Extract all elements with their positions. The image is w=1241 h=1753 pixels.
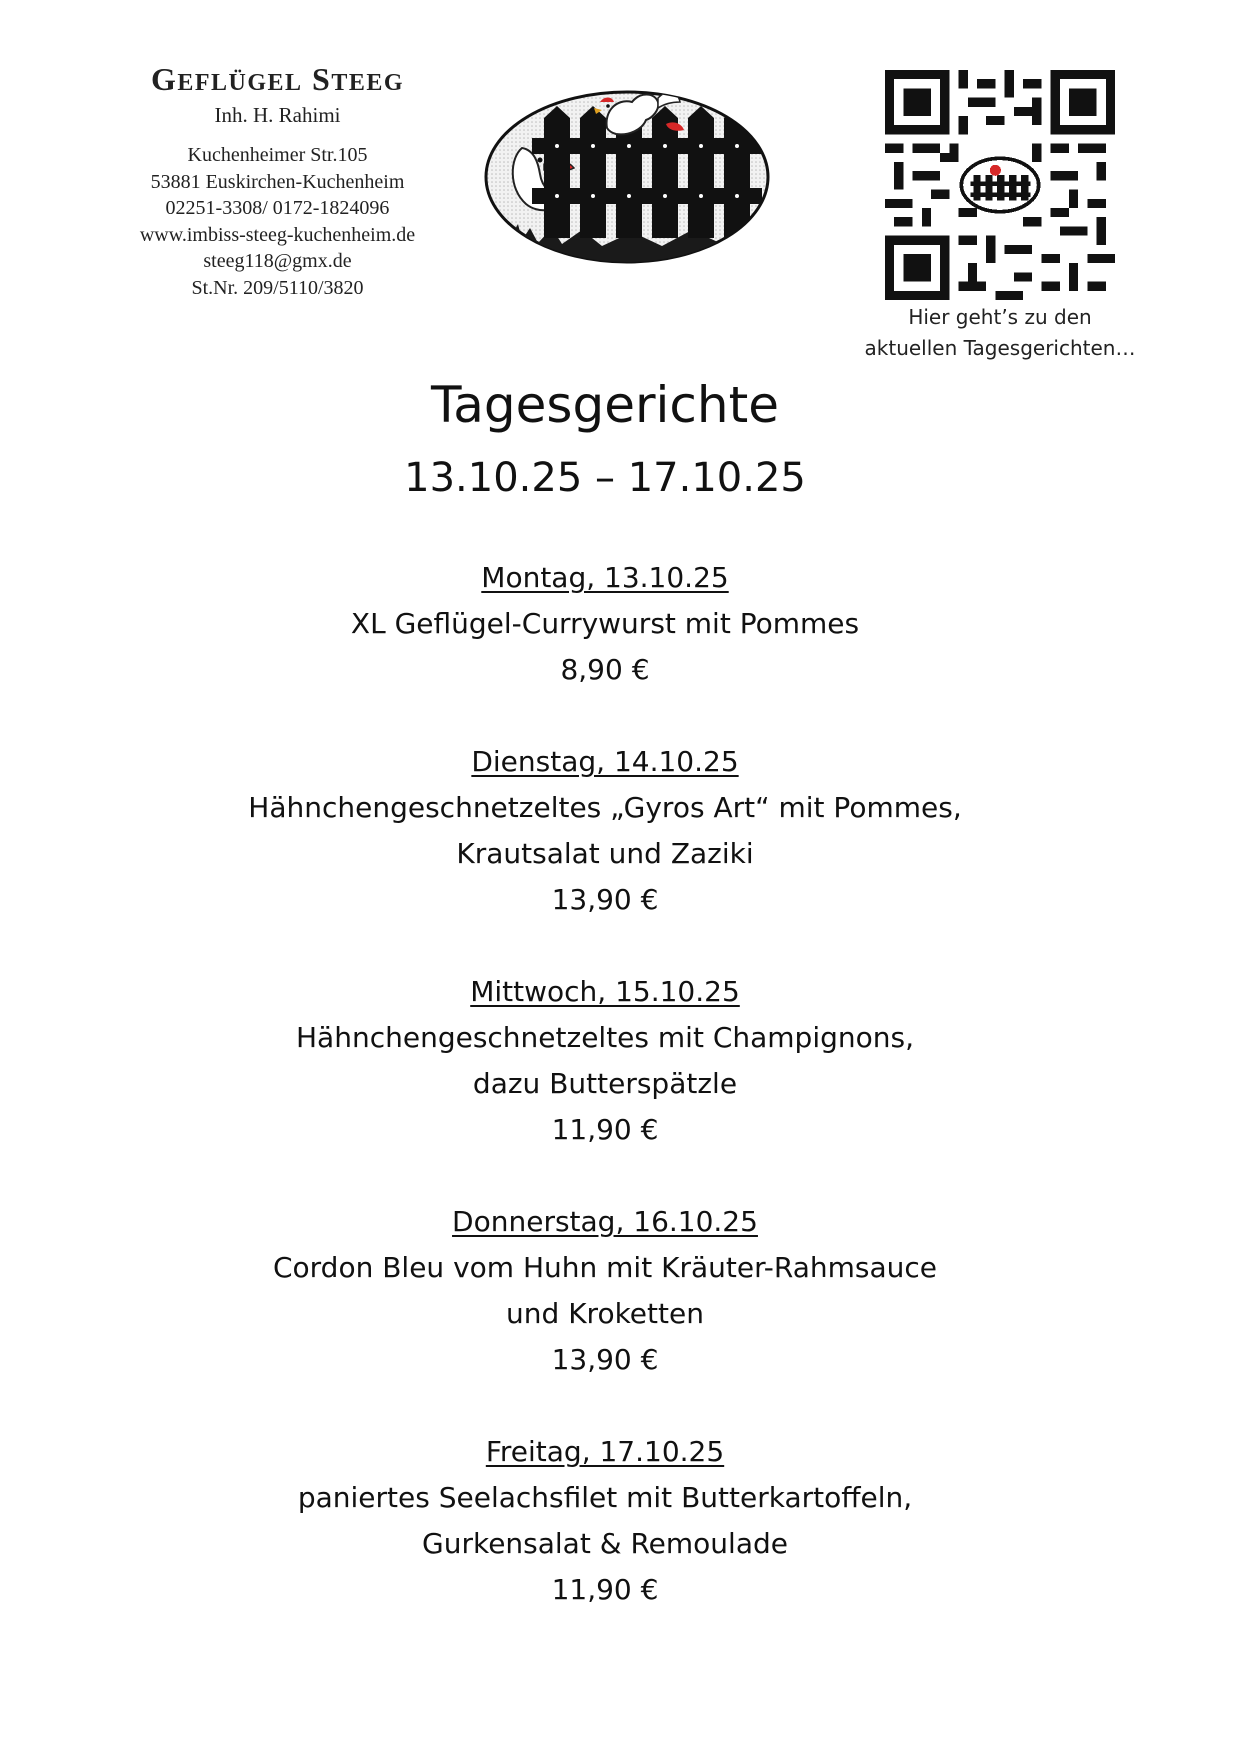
company-name (100, 60, 455, 102)
day-thursday (0, 1199, 1210, 1383)
company-info (100, 60, 455, 301)
company-street: Kuchenheimer Str.105 (187, 144, 368, 166)
company-name-rest-1: EFLÜGEL (177, 70, 303, 96)
day-monday (0, 555, 1210, 693)
qr-caption-line2: aktuellen Tagesgerichten… (864, 336, 1136, 360)
dish-price: 13,90 € (551, 1343, 659, 1376)
day-date: Freitag, 17.10.25 (485, 1435, 725, 1468)
company-name-rest-2: TEEG (331, 70, 405, 96)
dish-price: 11,90 € (551, 1113, 659, 1146)
qr-caption-line1: Hier geht’s zu den (908, 305, 1092, 329)
dish-price: 13,90 € (551, 883, 659, 916)
day-friday (0, 1429, 1210, 1613)
dish-line: XL Geflügel-Currywurst mit Pommes (350, 607, 860, 640)
day-tuesday (0, 739, 1210, 923)
daily-menu (0, 555, 1210, 1659)
company-name-cap-1: G (150, 61, 178, 97)
dish-line: Hähnchengeschnetzeltes „Gyros Art“ mit Pommes, (248, 791, 962, 824)
day-date: Mittwoch, 15.10.25 (470, 975, 740, 1008)
dish-line: dazu Butterspätzle (472, 1067, 738, 1100)
dish-line: Krautsalat und Zaziki (456, 837, 754, 870)
day-date: Dienstag, 14.10.25 (471, 745, 739, 778)
company-tax-number: St.Nr. 209/5110/3820 (191, 276, 364, 299)
company-owner: Inh. H. Rahimi (214, 103, 341, 127)
dish-price: 11,90 € (551, 1573, 659, 1606)
date-range: 13.10.25 – 17.10.25 (404, 455, 806, 501)
company-phone: 02251-3308/ 0172-1824096 (165, 197, 390, 219)
company-logo (482, 88, 772, 266)
page-title: Tagesgerichte (431, 376, 779, 434)
dish-line: paniertes Seelachsfilet mit Butterkartoffeln, (297, 1481, 913, 1514)
day-wednesday (0, 969, 1210, 1153)
dish-price: 8,90 € (560, 653, 650, 686)
qr-code-icon[interactable] (885, 70, 1115, 300)
day-date: Montag, 13.10.25 (481, 561, 729, 594)
day-date: Donnerstag, 16.10.25 (452, 1205, 758, 1238)
company-website: www.imbiss-steeg-kuchenheim.de (139, 223, 416, 246)
dish-line: Cordon Bleu vom Huhn mit Kräuter-Rahmsauce (272, 1251, 938, 1284)
qr-caption (850, 302, 1150, 364)
company-name-cap-2: S (312, 61, 332, 97)
dish-line: und Kroketten (506, 1297, 704, 1330)
dish-line: Gurkensalat & Remoulade (422, 1527, 788, 1560)
dish-line: Hähnchengeschnetzeltes mit Champignons, (296, 1021, 914, 1054)
company-email: steeg118@gmx.de (203, 250, 352, 272)
company-city: 53881 Euskirchen-Kuchenheim (150, 170, 405, 193)
